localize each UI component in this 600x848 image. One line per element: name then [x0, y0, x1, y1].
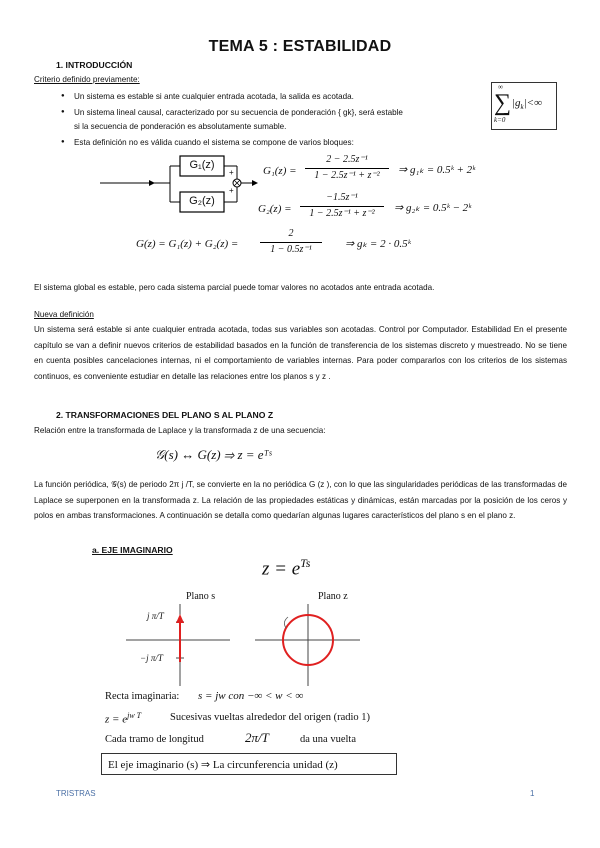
g-lhs: G(z) = G₁(z) + G₂(z) =: [136, 238, 239, 250]
block-g1: G₁(z): [189, 159, 215, 171]
page-title: TEMA 5 : ESTABILIDAD: [208, 38, 392, 55]
una-vuelta-text: da una vuelta: [300, 734, 356, 745]
periodic-function-paragraph: La función periódica, 𝒢(s) de periodo 2π j /T, se convierte en la no periódica G (z ), con lo que las singularidades periódicas de las transformadas de Laplace se superponen en la transformada z. La relación de las propiedades estáticas y dinámicas, están marcadas por la posición de los ceros y polos en ambas transformaciones. A continuación se detalla como quedarían algunas lugares característicos del plano s en el plano z.: [34, 480, 567, 521]
g1-result: ⇒ g₁ₖ = 0.5ᵏ + 2ᵏ: [398, 164, 476, 176]
footer-author: TRISTRAS: [56, 789, 96, 798]
relation-intro: Relación entre la transformada de Laplace y la transformada z de una secuencia:: [34, 426, 326, 435]
fraction-bar: [300, 206, 384, 207]
g2-result: ⇒ g₂ₖ = 0.5ᵏ − 2ᵏ: [394, 202, 472, 214]
laplace-z-relation: 𝒢(s) ↔ G(z) ⇒ z = eᵀˢ: [155, 447, 272, 462]
block-g2: G₂(z): [189, 195, 215, 207]
tramo-text: Cada tramo de longitud: [105, 734, 204, 745]
sigma-symbol: ∑: [494, 90, 512, 116]
g-result: ⇒ gₖ = 2 · 0.5ᵏ: [345, 238, 411, 250]
sum-plus-top: +: [229, 168, 234, 177]
nueva-definicion-text: Un sistema será estable si ante cualquier entrada acotada, todas sus variables son acotadas. Control por Computador. Estabilidad En el presente capítulo se van a definir nuevos criterios de estabilidad basados en la función de transferencia de los sistemas discreto y muestreado. No se tiene en cuenta posibles cancelaciones internas, ni el comportamiento de variables internas. Para poder compararlos con los criterios de los sistemas continuos, es conveniente estudiar en detalle las relaciones entre los planos s y z .: [34, 325, 567, 381]
g-numerator: 2: [288, 228, 294, 239]
two-pi-over-T: 2π/T: [245, 730, 269, 745]
bullet-item: ● Esta definición no es válida cuando el sistema se compone de varios bloques:: [74, 138, 354, 147]
recta-imaginaria-eq: s = jw con −∞ < w < ∞: [198, 690, 304, 702]
criterio-label: Criterio definido previamente:: [34, 75, 140, 84]
g2-denominator: 1 − 2.5z⁻¹ + z⁻²: [309, 208, 375, 219]
vueltas-text: Sucesivas vueltas alrededor del origen (radio 1): [170, 712, 371, 723]
absolute-sum-formula: ∞ ∑ k=0 $|g_k|<\infty$: [491, 82, 557, 130]
g2-lhs: G₂(z) =: [258, 203, 292, 215]
g2-numerator: −1.5z⁻¹: [326, 192, 358, 203]
page-number: 1: [530, 789, 535, 798]
fraction-bar: [260, 242, 322, 243]
g-denominator: 1 − 0.5z⁻¹: [270, 244, 312, 255]
section-heading-introduccion: 1. INTRODUCCIÓN: [56, 60, 133, 70]
z-e-jwT: $z = e^{jw T}$: [105, 711, 142, 726]
eje-imaginario-conclusion-box: El eje imaginario (s) ⇒ La circunferencia unidad (z): [101, 753, 397, 775]
bullet-item: ● Un sistema es estable si ante cualquier entrada acotada, la salida es acotada.: [74, 92, 354, 101]
bullet-item: ● Un sistema lineal causal, caracterizado por su secuencia de ponderación { gk}, será estable: [74, 108, 403, 117]
tick-j-pi-over-T: j π/T: [147, 611, 164, 621]
g1-numerator: 2 − 2.5z⁻¹: [326, 154, 368, 165]
sum-plus-bottom: +: [229, 186, 234, 195]
plano-z-label: Plano z: [318, 591, 348, 602]
g1-denominator: 1 − 2.5z⁻¹ + z⁻²: [314, 170, 380, 181]
recta-imaginaria-label: Recta imaginaria:: [105, 691, 180, 702]
plano-s-label: Plano s: [186, 591, 216, 602]
global-system-text: El sistema global es estable, pero cada sistema parcial puede tomar valores no acotados ante entrada acotada.: [34, 283, 435, 292]
tick-minus-j-pi-over-T: −j π/T: [140, 653, 163, 663]
subsection-eje-imaginario: a. EJE IMAGINARIO: [92, 545, 173, 555]
nueva-definicion-label: Nueva definición: [34, 310, 94, 319]
fraction-bar: [305, 168, 389, 169]
bullet-continuation: si la secuencia de ponderación es absolutamente sumable.: [74, 122, 287, 131]
g1-lhs: G₁(z) =: [263, 165, 297, 177]
section-heading-transformaciones: 2. TRANSFORMACIONES DEL PLANO S AL PLANO Z: [56, 410, 274, 420]
z-equals-eTs: $z = e^{Ts}$: [262, 556, 311, 580]
